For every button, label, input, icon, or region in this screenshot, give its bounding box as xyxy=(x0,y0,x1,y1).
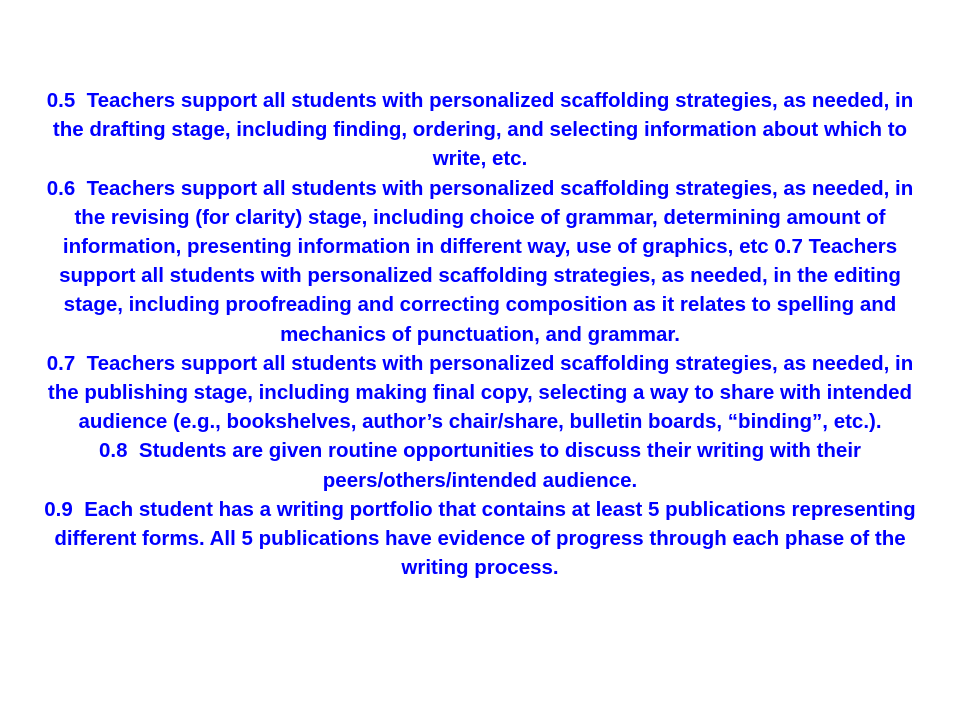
indicator-number: 0.9 xyxy=(44,497,73,521)
indicator-text: Teachers support all students with personalized scaffolding strategies, as needed, in the revising (for clarity) stage, including choice of grammar, determining amount of information, presenting information in different way, use of graphics, etc 0.7 Teachers support all students with personalized scaffolding strategies, as needed, in the editing stage, including proofreading and correcting composition as it relates to spelling and mechanics of punctuation, and grammar. xyxy=(59,176,914,346)
indicator-text: Teachers support all students with personalized scaffolding strategies, as needed, in the drafting stage, including finding, ordering, and selecting information about which to write, etc. xyxy=(52,89,914,171)
indicator-number: 0.5 xyxy=(46,89,76,112)
indicator-number: 0.7 xyxy=(46,351,76,375)
indicator-list xyxy=(40,86,920,582)
indicator-text: Teachers support all students with personalized scaffolding strategies, as needed, in the publishing stage, including making final copy, selecting a way to share with intended audience (e.g., bookshelves, author’s chair/share, bulletin boards, “binding”, etc.). xyxy=(47,351,914,434)
indicator-number: 0.8 xyxy=(98,439,128,463)
indicator-item xyxy=(40,495,920,583)
indicator-number: 0.6 xyxy=(46,176,76,200)
indicator-item xyxy=(40,86,920,174)
indicator-item xyxy=(40,174,920,349)
indicator-item xyxy=(40,349,920,437)
indicator-text: Each student has a writing portfolio that contains at least 5 publications representing different forms. All 5 publications have evidence of progress through each phase of the writing process. xyxy=(54,497,916,580)
indicator-text: Students are given routine opportunities to discuss their writing with their peers/others/intended audience. xyxy=(138,439,862,492)
indicator-item xyxy=(40,436,920,494)
